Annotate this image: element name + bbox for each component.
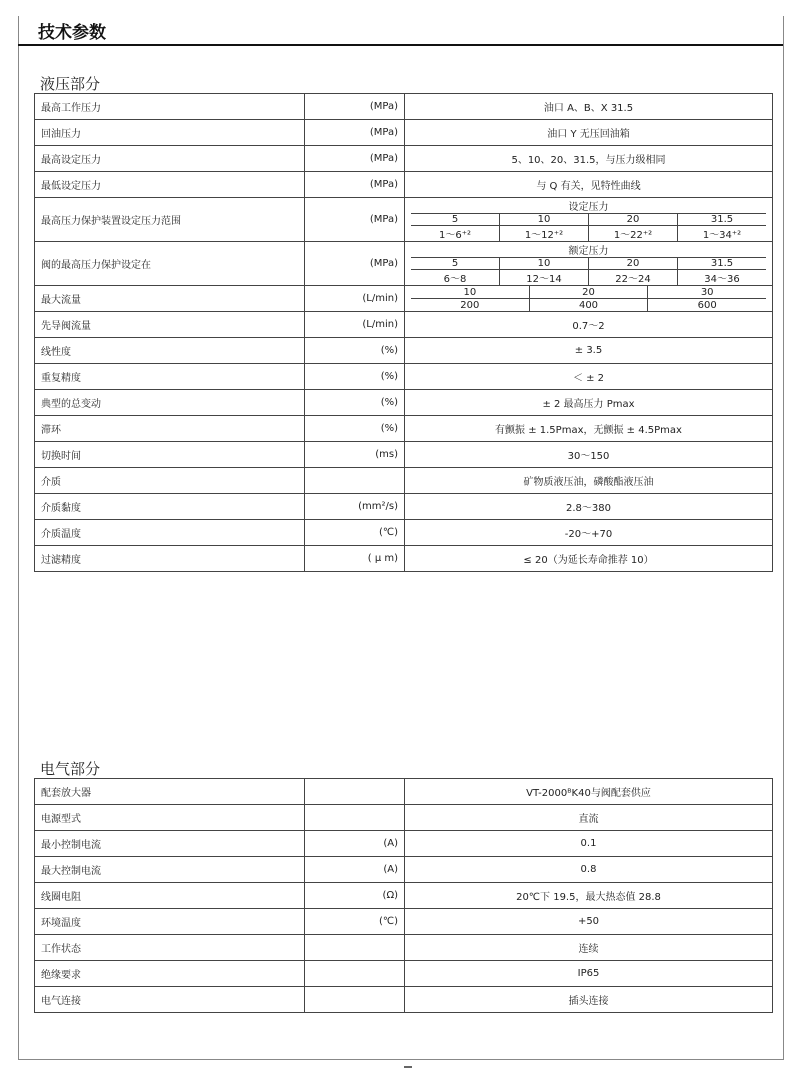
row-unit: [305, 779, 405, 805]
grid-cell: 1～22⁺²: [589, 226, 678, 241]
row-unit: [305, 468, 405, 494]
row-unit: (A): [305, 831, 405, 857]
row-value: +50: [405, 909, 773, 935]
row-label: 介质黏度: [35, 494, 305, 520]
row-value: 与 Q 有关，见特性曲线: [405, 172, 773, 198]
grid-cell: 1～6⁺²: [411, 226, 500, 241]
table-row: [35, 198, 773, 242]
row-unit: (%): [305, 390, 405, 416]
row-value: ± 3.5: [405, 338, 773, 364]
page-mark: [404, 1066, 412, 1068]
row-value: VT-2000ᴮK40与阀配套供应: [405, 779, 773, 805]
row-label: 先导阀流量: [35, 312, 305, 338]
row-unit: (%): [305, 338, 405, 364]
row-label: 最高工作压力: [35, 94, 305, 120]
protect-set-grid: [405, 242, 773, 286]
row-label: 回油压力: [35, 120, 305, 146]
row-label: 介质: [35, 468, 305, 494]
table-row: [35, 468, 773, 494]
row-label: 最高设定压力: [35, 146, 305, 172]
electrical-section-title: 电气部分: [40, 760, 101, 778]
row-label: 绝缘要求: [35, 961, 305, 987]
row-label: 最大流量: [35, 286, 305, 312]
table-row: [35, 286, 773, 312]
grid-cell: 20: [530, 286, 649, 298]
row-unit: [305, 805, 405, 831]
row-value: 直流: [405, 805, 773, 831]
table-row: [35, 909, 773, 935]
row-label: 重复精度: [35, 364, 305, 390]
grid-cell: 5: [411, 214, 500, 225]
grid-cell: 400: [530, 299, 649, 311]
grid-cell: 22～24: [589, 270, 678, 285]
row-unit: (MPa): [305, 172, 405, 198]
grid-cell: 20: [589, 214, 678, 225]
row-unit: (ms): [305, 442, 405, 468]
row-unit: (MPa): [305, 120, 405, 146]
row-unit: (mm²/s): [305, 494, 405, 520]
row-value: 连续: [405, 935, 773, 961]
grid-cell: 20: [589, 258, 678, 269]
table-row: [35, 961, 773, 987]
grid-cell: 10: [411, 286, 530, 298]
hydraulic-table: [34, 93, 773, 572]
row-value: 矿物质液压油，磷酸酯液压油: [405, 468, 773, 494]
table-row: [35, 172, 773, 198]
table-row: [35, 442, 773, 468]
row-unit: (A): [305, 857, 405, 883]
row-value: 2.8～380: [405, 494, 773, 520]
row-label: 典型的总变动: [35, 390, 305, 416]
table-row: [35, 805, 773, 831]
grid-cell: 31.5: [710, 258, 734, 269]
grid-cell: 1～12⁺²: [500, 226, 589, 241]
table-row: [35, 120, 773, 146]
row-unit: (L/min): [305, 312, 405, 338]
row-label: 滞环: [35, 416, 305, 442]
table-row: [35, 520, 773, 546]
grid-cell: 12～14: [500, 270, 589, 285]
table-row: [35, 146, 773, 172]
table-row: [35, 831, 773, 857]
row-label: 最低设定压力: [35, 172, 305, 198]
row-unit: ( μ m): [305, 546, 405, 572]
row-unit: (L/min): [305, 286, 405, 312]
row-label: 环境温度: [35, 909, 305, 935]
row-value: 油口 A、B、X 31.5: [405, 94, 773, 120]
protect-range-grid: [405, 198, 773, 242]
table-row: [35, 857, 773, 883]
table-row: [35, 338, 773, 364]
row-unit: (%): [305, 416, 405, 442]
table-row: [35, 94, 773, 120]
row-label: 最大控制电流: [35, 857, 305, 883]
row-value: 5、10、20、31.5，与压力级相同: [405, 146, 773, 172]
title-rule: [18, 44, 783, 46]
row-value: IP65: [405, 961, 773, 987]
grid-cell: 5: [411, 258, 500, 269]
row-label: 阀的最高压力保护设定在: [35, 242, 305, 286]
row-value: ± 2 最高压力 Pmax: [405, 390, 773, 416]
row-unit: (MPa): [305, 242, 405, 286]
row-value: 0.7～2: [405, 312, 773, 338]
row-value: 0.8: [405, 857, 773, 883]
grid-cell: 10: [500, 258, 589, 269]
row-value: ＜ ± 2: [405, 364, 773, 390]
grid-cell: 31.5: [710, 214, 734, 225]
grid-cell: 1～34⁺²: [702, 230, 742, 241]
row-unit: (MPa): [305, 94, 405, 120]
row-label: 切换时间: [35, 442, 305, 468]
row-label: 最小控制电流: [35, 831, 305, 857]
row-label: 线性度: [35, 338, 305, 364]
grid-cell: 30: [700, 286, 714, 298]
row-value: 插头连接: [405, 987, 773, 1013]
row-value: 有颤振 ± 1.5Pmax，无颤振 ± 4.5Pmax: [405, 416, 773, 442]
table-row: [35, 494, 773, 520]
grid-header: 额定压力: [568, 246, 609, 257]
page-title: 技术参数: [38, 23, 106, 43]
row-unit: (MPa): [305, 198, 405, 242]
row-unit: (℃): [305, 520, 405, 546]
grid-cell: 6～8: [411, 270, 500, 285]
row-label: 电气连接: [35, 987, 305, 1013]
row-value: 30～150: [405, 442, 773, 468]
table-row: [35, 779, 773, 805]
row-label: 最高压力保护装置设定压力范围: [35, 198, 305, 242]
table-row: [35, 546, 773, 572]
hydraulic-section-title: 液压部分: [40, 75, 101, 93]
row-unit: [305, 961, 405, 987]
grid-cell: 200: [411, 299, 530, 311]
row-value: 油口 Y 无压回油箱: [405, 120, 773, 146]
row-value: 0.1: [405, 831, 773, 857]
row-label: 电源型式: [35, 805, 305, 831]
row-unit: (MPa): [305, 146, 405, 172]
row-label: 配套放大器: [35, 779, 305, 805]
table-row: [35, 416, 773, 442]
grid-cell: 10: [500, 214, 589, 225]
electrical-table: [34, 778, 773, 1013]
row-value: 20℃下 19.5，最大热态值 28.8: [405, 883, 773, 909]
grid-cell: 34～36: [704, 274, 740, 285]
row-value: ≤ 20（为延长寿命推荐 10）: [405, 546, 773, 572]
grid-cell: 600: [697, 299, 717, 311]
row-unit: [305, 935, 405, 961]
table-row: [35, 987, 773, 1013]
row-unit: (Ω): [305, 883, 405, 909]
row-label: 工作状态: [35, 935, 305, 961]
table-row: [35, 883, 773, 909]
row-label: 介质温度: [35, 520, 305, 546]
row-label: 线圈电阻: [35, 883, 305, 909]
table-row: [35, 390, 773, 416]
row-label: 过滤精度: [35, 546, 305, 572]
row-unit: (℃): [305, 909, 405, 935]
grid-header: 设定压力: [568, 202, 609, 213]
row-value: -20～+70: [405, 520, 773, 546]
row-unit: [305, 987, 405, 1013]
table-row: [35, 312, 773, 338]
table-row: [35, 242, 773, 286]
max-flow-grid: [405, 286, 773, 312]
row-unit: (%): [305, 364, 405, 390]
table-row: [35, 364, 773, 390]
table-row: [35, 935, 773, 961]
